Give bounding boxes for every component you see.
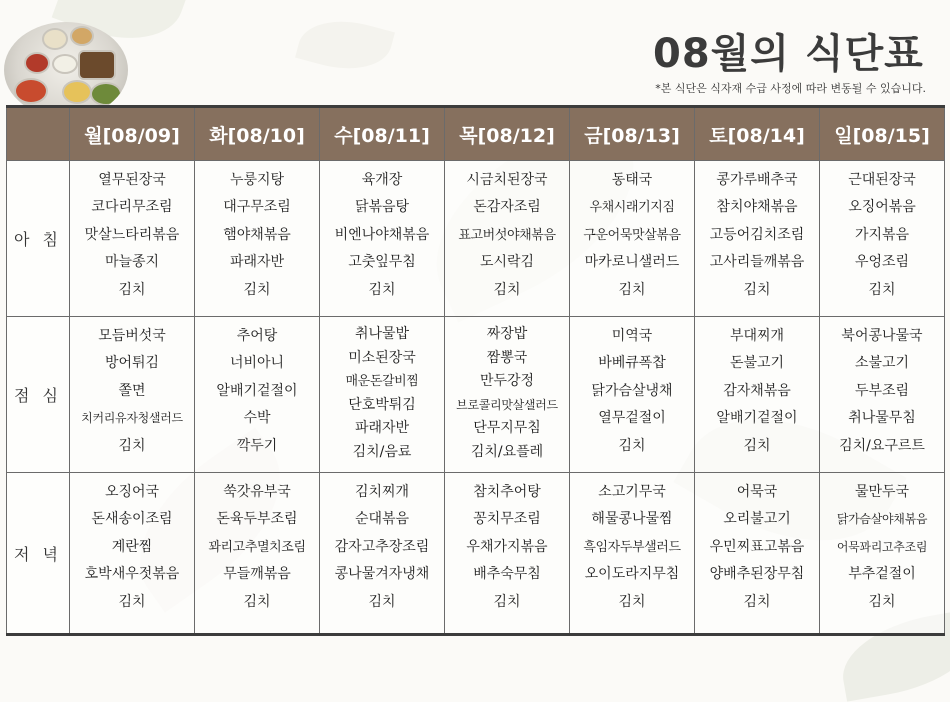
menu-item: 단호박튀김 xyxy=(348,396,416,413)
menu-cell xyxy=(320,473,445,635)
menu-cell xyxy=(70,473,195,635)
menu-item: 물만두국 xyxy=(854,484,910,500)
day-header: 일[08/15] xyxy=(820,107,945,161)
menu-cell xyxy=(320,317,445,473)
menu-item: 김치 xyxy=(368,593,396,610)
menu-item: 해물콩나물찜 xyxy=(591,511,673,528)
menu-cell xyxy=(570,473,695,635)
menu-item: 김치 xyxy=(743,593,771,610)
menu-item: 소고기무국 xyxy=(598,484,666,500)
menu-item: 알배기겉절이 xyxy=(216,382,298,399)
menu-item: 닭가슴살야채볶음 xyxy=(836,512,928,527)
menu-item: 대구무조림 xyxy=(223,199,291,216)
menu-item: 김치/요플레 xyxy=(470,443,544,460)
menu-cell xyxy=(570,161,695,317)
menu-item: 가지볶음 xyxy=(854,226,910,243)
menu-item: 콩나물겨자냉채 xyxy=(334,566,430,583)
menu-item: 고사리들깨볶음 xyxy=(709,254,805,271)
menu-item: 육개장 xyxy=(361,172,403,188)
menu-item: 오리불고기 xyxy=(723,511,791,528)
menu-item: 부대찌개 xyxy=(729,328,785,344)
menu-cell xyxy=(445,317,570,473)
menu-cell xyxy=(195,317,320,473)
menu-item: 닭가슴살냉채 xyxy=(591,382,673,399)
menu-item: 쑥갓유부국 xyxy=(223,484,291,500)
menu-item: 방어튀김 xyxy=(104,355,160,372)
menu-item: 순대볶음 xyxy=(354,511,410,528)
menu-item: 호박새우젓볶음 xyxy=(84,566,180,583)
menu-item: 시금치된장국 xyxy=(466,172,548,188)
menu-cell xyxy=(70,317,195,473)
menu-item: 김치/요구르트 xyxy=(839,437,925,454)
menu-cell xyxy=(695,317,820,473)
corner-cell xyxy=(7,107,70,161)
menu-item: 마카로니샐러드 xyxy=(584,254,680,271)
menu-cell xyxy=(70,161,195,317)
menu-item: 바베큐폭찹 xyxy=(598,355,666,372)
menu-cell xyxy=(695,473,820,635)
menu-item: 모듬버섯국 xyxy=(98,328,166,344)
menu-item: 김치 xyxy=(618,281,646,298)
menu-item: 김치 xyxy=(868,281,896,298)
day-header: 화[08/10] xyxy=(195,107,320,161)
menu-item: 근대된장국 xyxy=(848,172,916,188)
menu-item: 돈새송이조림 xyxy=(91,511,173,528)
menu-item: 김치 xyxy=(118,281,146,298)
menu-item: 흑임자두부샐러드 xyxy=(583,539,681,555)
menu-cell xyxy=(195,473,320,635)
meal-row xyxy=(7,473,945,635)
menu-item: 브로콜리맛살샐러드 xyxy=(456,397,558,412)
menu-item: 단무지무침 xyxy=(473,420,541,436)
menu-item: 김치 xyxy=(618,437,646,454)
weekly-menu-table xyxy=(6,105,945,636)
meal-label: 저 녁 xyxy=(7,473,70,635)
menu-cell xyxy=(445,161,570,317)
menu-item: 두부조림 xyxy=(854,382,910,399)
menu-item: 누룽지탕 xyxy=(229,172,285,188)
menu-item: 비엔나야채볶음 xyxy=(334,226,430,243)
menu-item: 열무된장국 xyxy=(98,172,166,188)
menu-item: 부추겉절이 xyxy=(848,566,916,583)
menu-item: 우민찌표고볶음 xyxy=(709,538,805,555)
meal-row xyxy=(7,317,945,473)
menu-item: 파래자반 xyxy=(229,254,285,271)
menu-item: 김치/음료 xyxy=(352,443,412,460)
menu-item: 오징어국 xyxy=(104,484,160,500)
menu-item: 깍두기 xyxy=(236,437,278,454)
menu-item: 파래자반 xyxy=(354,420,410,436)
menu-cell xyxy=(695,161,820,317)
menu-change-notice: *본 식단은 식자재 수급 사정에 따라 변동될 수 있습니다. xyxy=(655,82,926,95)
menu-item: 짜장밥 xyxy=(486,326,528,342)
menu-item: 수박 xyxy=(243,410,271,427)
menu-item: 김치찌개 xyxy=(354,484,410,500)
menu-cell xyxy=(820,161,945,317)
menu-item: 우채시래기지짐 xyxy=(589,200,675,216)
meal-row xyxy=(7,161,945,317)
day-header: 수[08/11] xyxy=(320,107,445,161)
menu-item: 열무겉절이 xyxy=(598,410,666,427)
menu-item: 만두강정 xyxy=(479,373,535,389)
menu-item: 구운어묵맛살볶음 xyxy=(583,227,681,243)
menu-item: 무들깨볶음 xyxy=(223,566,291,583)
menu-item: 김치 xyxy=(368,281,396,298)
menu-item: 돈육두부조림 xyxy=(216,511,298,528)
leaf-decoration xyxy=(295,9,395,81)
menu-item: 고등어김치조림 xyxy=(709,226,805,243)
meal-label: 아 침 xyxy=(7,161,70,317)
menu-item: 김치 xyxy=(118,437,146,454)
menu-item: 치커리유자청샐러드 xyxy=(81,411,183,426)
menu-item: 취나물무침 xyxy=(848,410,916,427)
day-header-row xyxy=(7,107,945,161)
menu-item: 김치 xyxy=(618,593,646,610)
menu-item: 김치 xyxy=(118,593,146,610)
menu-item: 김치 xyxy=(743,281,771,298)
page-title: 08월의 식단표 xyxy=(653,31,924,77)
menu-item: 우엉조림 xyxy=(854,254,910,271)
menu-item: 짬뽕국 xyxy=(486,349,528,366)
meal-label: 점 심 xyxy=(7,317,70,473)
menu-item: 김치 xyxy=(493,593,521,610)
menu-item: 꽁치무조림 xyxy=(473,511,541,528)
menu-item: 돈불고기 xyxy=(729,355,785,372)
menu-item: 콩가루배추국 xyxy=(716,172,798,188)
menu-item: 미소된장국 xyxy=(348,349,416,366)
menu-item: 닭볶음탕 xyxy=(354,199,410,216)
menu-item: 배추숙무침 xyxy=(473,566,541,583)
menu-item: 추어탕 xyxy=(236,328,278,344)
menu-item: 취나물밥 xyxy=(354,326,410,342)
day-header: 월[08/09] xyxy=(70,107,195,161)
day-header: 목[08/12] xyxy=(445,107,570,161)
menu-item: 도시락김 xyxy=(479,254,535,271)
day-header: 토[08/14] xyxy=(695,107,820,161)
menu-item: 너비아니 xyxy=(229,355,285,372)
menu-item: 미역국 xyxy=(611,328,653,344)
menu-item: 쫄면 xyxy=(118,382,146,399)
menu-item: 계란찜 xyxy=(111,538,153,555)
menu-item: 표고버섯야채볶음 xyxy=(458,227,556,243)
menu-item: 매운돈갈비찜 xyxy=(345,374,419,389)
menu-item: 알배기겉절이 xyxy=(716,410,798,427)
menu-item: 김치 xyxy=(493,281,521,298)
menu-item: 오이도라지무침 xyxy=(584,566,680,583)
menu-item: 어묵국 xyxy=(736,484,778,500)
menu-item: 우채가지볶음 xyxy=(466,538,548,555)
menu-item: 마늘종지 xyxy=(104,254,160,271)
menu-item: 김치 xyxy=(243,281,271,298)
menu-item: 참치추어탕 xyxy=(473,484,541,500)
menu-item: 참치야채볶음 xyxy=(716,199,798,216)
menu-item: 감자고추장조림 xyxy=(334,538,430,555)
menu-cell xyxy=(195,161,320,317)
menu-item: 코다리무조림 xyxy=(91,199,173,216)
menu-item: 감자채볶음 xyxy=(723,382,791,399)
menu-item: 꽈리고추멸치조림 xyxy=(208,539,306,555)
menu-item: 동태국 xyxy=(611,172,653,188)
menu-cell xyxy=(570,317,695,473)
menu-item: 북어콩나물국 xyxy=(841,328,923,344)
menu-item: 김치 xyxy=(868,593,896,610)
menu-cell xyxy=(820,317,945,473)
menu-item: 김치 xyxy=(743,437,771,454)
menu-item: 고춧잎무침 xyxy=(348,254,416,271)
menu-item: 오징어볶음 xyxy=(848,199,916,216)
menu-item: 맛살느타리볶음 xyxy=(84,226,180,243)
menu-cell xyxy=(320,161,445,317)
day-header: 금[08/13] xyxy=(570,107,695,161)
menu-item: 소불고기 xyxy=(854,355,910,372)
menu-item: 어묵꽈리고추조림 xyxy=(836,539,928,554)
menu-cell xyxy=(820,473,945,635)
food-plate-illustration xyxy=(4,22,128,118)
menu-cell xyxy=(445,473,570,635)
menu-item: 양배추된장무침 xyxy=(709,566,805,583)
menu-item: 돈감자조림 xyxy=(473,199,541,216)
menu-item: 햄야채볶음 xyxy=(223,226,291,243)
menu-item: 김치 xyxy=(243,593,271,610)
